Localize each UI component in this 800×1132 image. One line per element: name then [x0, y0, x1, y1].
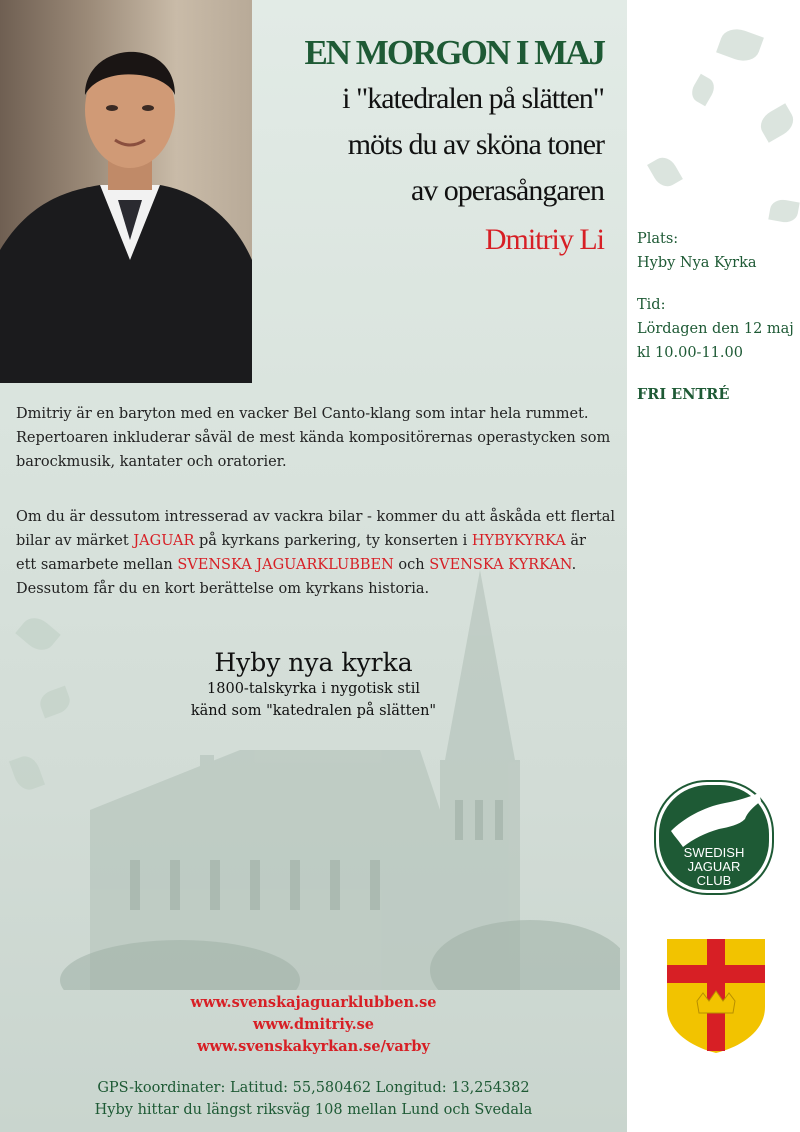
- church-illustration: [60, 560, 620, 990]
- hybykyrka-highlight: HYBYKYRKA: [471, 533, 566, 549]
- church-title: Hyby nya kyrka: [214, 648, 413, 677]
- headline-line: av operasångaren: [410, 174, 604, 207]
- cars-line: ett samarbete mellan SVENSKA JAGUARKLUBBEN och SVENSKA KYRKAN.: [16, 557, 577, 573]
- gps-coordinates: GPS-koordinater: Latitud: 55,580462 Longitud: 13,254382: [97, 1080, 530, 1096]
- jaguar-highlight: JAGUAR: [133, 533, 195, 549]
- footer: [0, 1077, 627, 1121]
- time-date: Lördagen den 12 maj: [637, 321, 794, 337]
- logo-text-1: SWEDISH: [683, 845, 745, 860]
- link-jaguar-club[interactable]: www.svenskajaguarklubben.se: [190, 994, 437, 1011]
- headline-line: möts du av sköna toner: [347, 128, 604, 161]
- svenska-kyrkan-logo: [665, 937, 767, 1055]
- cars-line: Dessutom får du en kort berättelse om kyrkans historia.: [16, 581, 430, 597]
- place-value: Hyby Nya Kyrka: [637, 255, 757, 271]
- cars-line: bilar av märket JAGUAR på kyrkans parkering, ty konserten i HYBYKYRKA är: [16, 533, 586, 549]
- intro-line: barockmusik, kantater och oratorier.: [16, 454, 287, 470]
- cars-paragraph: [16, 505, 621, 601]
- website-links: [0, 992, 627, 1058]
- time-label: Tid:: [637, 297, 666, 313]
- intro-paragraph: [16, 402, 621, 474]
- link-svenska-kyrkan[interactable]: www.svenskakyrkan.se/varby: [197, 1038, 430, 1055]
- cars-line: Om du är dessutom intresserad av vackra bilar - kommer du att åskåda ett flertal: [16, 509, 615, 525]
- logo-text-2: JAGUAR: [687, 859, 741, 874]
- headline-title: EN MORGON I MAJ: [304, 33, 604, 72]
- intro-line: Repertoaren inkluderar såväl de mest kända kompositörernas operastycken som: [16, 430, 611, 446]
- headline: [304, 30, 604, 263]
- headline-line: i "katedralen på slätten": [342, 82, 604, 115]
- church-subtitle: känd som "katedralen på slätten": [190, 703, 437, 719]
- time-hours: kl 10.00-11.00: [637, 345, 743, 361]
- swedish-jaguar-club-logo: [653, 779, 775, 896]
- church-subtitle: 1800-talskyrka i nygotisk stil: [207, 681, 420, 697]
- admission: FRI ENTRÉ: [637, 386, 730, 403]
- singer-photo: [0, 0, 252, 383]
- club-highlight: SVENSKA JAGUARKLUBBEN: [177, 557, 394, 573]
- event-info: [637, 227, 794, 407]
- singer-name: Dmitriy Li: [484, 223, 604, 256]
- link-dmitriy[interactable]: www.dmitriy.se: [252, 1016, 375, 1033]
- intro-line: Dmitriy är en baryton med en vacker Bel Canto-klang som intar hela rummet.: [16, 406, 589, 422]
- church-caption: [0, 648, 627, 722]
- church-org-highlight: SVENSKA KYRKAN: [429, 557, 572, 573]
- logo-text-3: CLUB: [696, 873, 732, 888]
- directions: Hyby hittar du längst riksväg 108 mellan Lund och Svedala: [94, 1102, 533, 1118]
- place-label: Plats:: [637, 231, 679, 247]
